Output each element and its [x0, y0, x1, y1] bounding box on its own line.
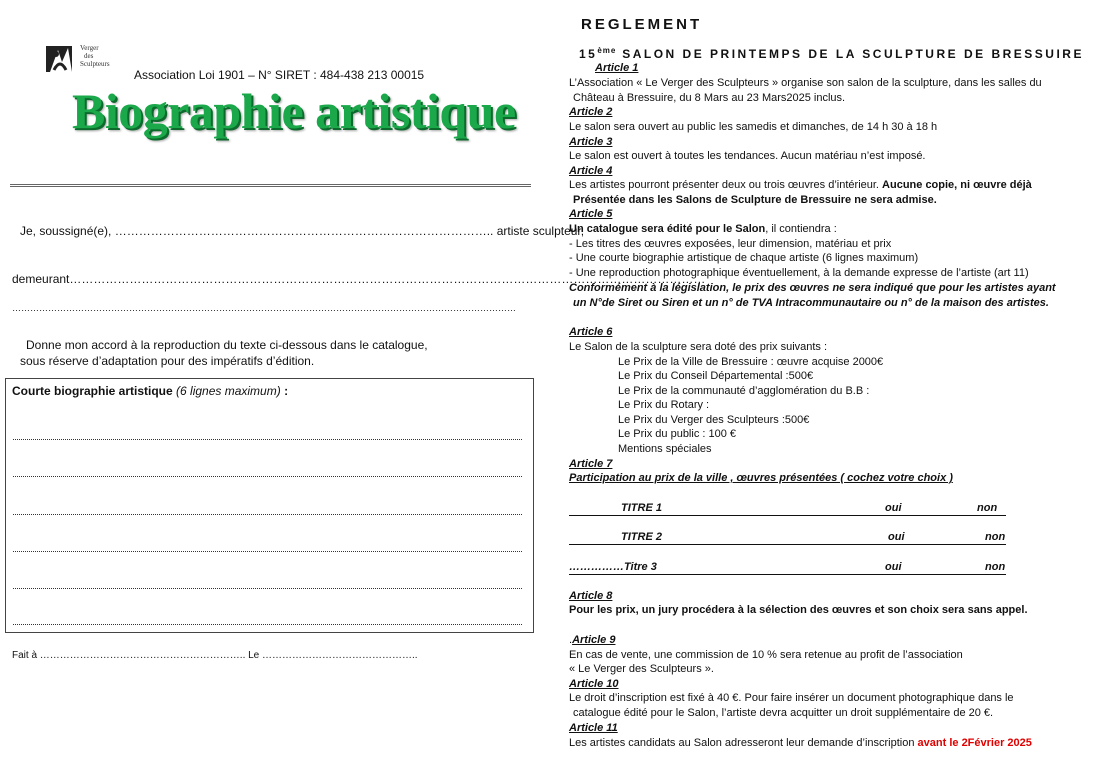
article-5-text-4: - Une reproduction photographique éventuellement, à la demande expresse de l’artiste (art 11) [569, 267, 1029, 279]
article-5-heading: Article 5 [569, 208, 613, 220]
article-1-heading: Article 1 [595, 62, 639, 74]
choice-oui[interactable]: oui [885, 561, 902, 573]
soussigne-line[interactable]: Je, soussigné(e), ………………………………………………………………………………….. artiste sculpteur, [20, 224, 585, 238]
consent-text-1: Donne mon accord à la reproduction du texte ci-dessous dans le catalogue, [26, 338, 428, 352]
association-info: Association Loi 1901 – N° SIRET : 484-438 213 00015 [134, 68, 425, 82]
prize-item: Mentions spéciales [618, 443, 712, 455]
choice-oui[interactable]: oui [888, 531, 905, 543]
reglement-page [560, 0, 1112, 784]
article-1-text-2: Château à Bressuire, du 8 Mars au 23 Mars2025 inclus. [573, 92, 846, 104]
article-11-text-1: Les artistes candidats au Salon adresseront leur demande d’inscription avant le 2Février 2025 [569, 737, 1032, 749]
choice-non[interactable]: non [985, 531, 1006, 543]
choice-title: ……………Titre 3 [569, 561, 657, 573]
choice-title: TITRE 2 [621, 531, 662, 543]
prize-item: Le Prix du Rotary : [618, 399, 710, 411]
biography-line-4[interactable] [13, 551, 522, 552]
article-3-heading: Article 3 [569, 136, 613, 148]
article-4-text-1: Les artistes pourront présenter deux ou trois œuvres d’intérieur. Aucune copie, ni œuvre déjà [569, 179, 1032, 191]
prize-item: Le Prix du Verger des Sculpteurs :500€ [618, 414, 810, 426]
choice-title: TITRE 1 [621, 502, 662, 514]
article-5-text-5: Conformément à la législation, le prix des œuvres ne sera indiqué que pour les artistes ayant [569, 282, 1056, 294]
prize-item: Le Prix de la Ville de Bressuire : œuvre acquise 2000€ [618, 356, 884, 368]
article-7-text-1: Participation au prix de la ville , œuvres présentées ( cochez votre choix ) [569, 472, 953, 484]
choice-non[interactable]: non [985, 561, 1006, 573]
biography-line-6[interactable] [13, 624, 522, 625]
prize-item: Le Prix de la communauté d’agglomération du B.B : [618, 385, 870, 397]
fait-a-line[interactable]: Fait à …………………………………………………….. Le ……………………………………….. [12, 650, 418, 661]
biography-label: Courte biographie artistique (6 lignes maximum) : [12, 384, 289, 398]
article-9-heading: .Article 9 [569, 634, 616, 646]
article-10-text-2: catalogue édité pour le Salon, l’artiste devra acquitter un droit supplémentaire de 20 €. [573, 707, 994, 719]
address-continuation-line[interactable]: …………………………………………………………………………………………………………………………………………………… [12, 303, 516, 313]
page-title: Biographie artistique [72, 83, 516, 139]
biography-line-1[interactable] [13, 439, 522, 440]
verger-des-sculpteurs-logo [44, 42, 124, 80]
article-6-heading: Article 6 [569, 326, 613, 338]
biography-line-2[interactable] [13, 476, 522, 477]
biography-box[interactable] [5, 378, 534, 633]
prize-item: Le Prix du Conseil Départemental :500€ [618, 370, 814, 382]
article-11-heading: Article 11 [569, 722, 618, 734]
article-9-text-1: En cas de vente, une commission de 10 % sera retenue au profit de l’association [569, 649, 963, 661]
choice-underline [569, 544, 1006, 545]
article-8-heading: Article 8 [569, 590, 613, 602]
choice-underline [569, 515, 1006, 516]
reglement-title: REGLEMENT [581, 16, 703, 33]
article-7-heading: Article 7 [569, 458, 613, 470]
article-4-text-2: Présentée dans les Salons de Sculpture de Bressuire ne sera admise. [573, 194, 937, 206]
article-5-text-2: - Les titres des œuvres exposées, leur dimension, matériau et prix [569, 238, 892, 250]
article-2-text-1: Le salon sera ouvert au public les samedis et dimanches, de 14 h 30 à 18 h [569, 121, 938, 133]
article-5-text-6: un N°de Siret ou Siren et un n° de TVA Intracommunautaire ou n° de la maison des artistes. [573, 297, 1049, 309]
demeurant-line[interactable]: demeurant…………………………………………………………………………………………………………………………………………… [12, 272, 706, 286]
choice-non[interactable]: non [977, 502, 998, 514]
sculpture-logo-icon [44, 42, 80, 78]
prize-item: Le Prix du public : 100 € [618, 428, 737, 440]
article-5-text-3: - Une courte biographie artistique de chaque artiste (6 lignes maximum) [569, 252, 919, 264]
title-divider [10, 184, 531, 188]
reglement-subtitle: 15ème SALON DE PRINTEMPS DE LA SCULPTURE DE BRESSUIRE [579, 46, 1084, 61]
article-4-heading: Article 4 [569, 165, 613, 177]
biography-line-5[interactable] [13, 588, 522, 589]
article-6-text-1: Le Salon de la sculpture sera doté des prix suivants : [569, 341, 828, 353]
article-10-text-1: Le droit d’inscription est fixé à 40 €. Pour faire insérer un document photographique dans le [569, 692, 1014, 704]
article-8-text-1: Pour les prix, un jury procédera à la sélection des œuvres et son choix sera sans appel. [569, 604, 1028, 616]
logo-text: Verger des Sculpteurs [80, 44, 110, 68]
article-1-text-1: L’Association « Le Verger des Sculpteurs » organise son salon de la sculpture, dans les salles du [569, 77, 1042, 89]
consent-text-2: sous réserve d’adaptation pour des impératifs d’édition. [20, 354, 315, 368]
article-10-heading: Article 10 [569, 678, 619, 690]
article-2-heading: Article 2 [569, 106, 613, 118]
biography-line-3[interactable] [13, 514, 522, 515]
choice-underline [569, 574, 1006, 575]
article-3-text-1: Le salon est ouvert à toutes les tendances. Aucun matériau n’est imposé. [569, 150, 926, 162]
article-5-text-1: Un catalogue sera édité pour le Salon, il contiendra : [569, 223, 837, 235]
article-9-text-2: « Le Verger des Sculpteurs ». [569, 663, 714, 675]
choice-oui[interactable]: oui [885, 502, 902, 514]
